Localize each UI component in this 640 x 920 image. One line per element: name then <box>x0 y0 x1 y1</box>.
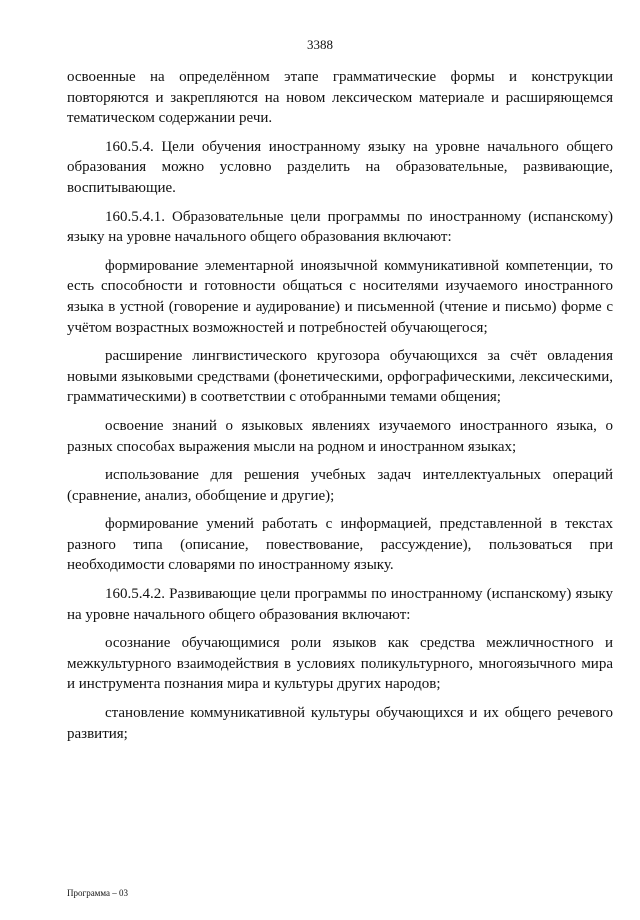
body-text <box>67 67 613 752</box>
paragraph-educational-goals: 160.5.4.1. Образовательные цели программы по иностранному (испанскому) языку на уровне начального общего образования включают: <box>67 208 613 246</box>
page-number: 3388 <box>307 37 333 52</box>
paragraph-intellectual-operations: использование для решения учебных задач интеллектуальных операций (сравнение, анализ, обобщение и другие); <box>67 467 613 504</box>
paragraph-continuation: освоенные на определённом этапе грамматические формы и конструкции повторяются и закрепляются на новом лексическом материале и расширяющемся тематическом содержании речи. <box>67 69 613 127</box>
paragraph-competence: формирование элементарной иноязычной коммуникативной компетенции, то есть способности и готовности общаться с носителями изучаемого иностранного языка в устной (говорение и аудирование) и письменной (чтение и письмо) форме с учётом возрастных возможностей и потребностей обучающегося; <box>67 257 613 336</box>
paragraph-goals-heading: 160.5.4. Цели обучения иностранному языку на уровне начального общего образования можно условно разделить на образовательные, развивающие, воспитывающие. <box>67 138 613 196</box>
paragraph-developmental-goals: 160.5.4.2. Развивающие цели программы по иностранному (испанскому) языку на уровне начального общего образования включают: <box>67 586 613 623</box>
paragraph-languages-role: осознание обучающимися роли языков как средства межличностного и межкультурного взаимодействия в условиях поликультурного, многоязычного мира и инструмента познания мира и культуры других народов; <box>67 635 613 693</box>
page-footer: Программа – 03 <box>67 888 129 898</box>
paragraph-linguistic-horizon: расширение лингвистического кругозора обучающихся за счёт овладения новыми языковыми средствами (фонетическими, орфографическими, лексическими, грамматическими) в соответствии с отобранными темами общения; <box>67 348 613 406</box>
paragraph-information-skills: формирование умений работать с информацией, представленной в текстах разного типа (описание, повествование, рассуждение), пользоваться при необходимости словарями по иностранному языку. <box>67 516 613 574</box>
paragraph-communicative-culture: становление коммуникативной культуры обучающихся и их общего речевого развития; <box>67 705 613 742</box>
paragraph-language-knowledge: освоение знаний о языковых явлениях изучаемого иностранного языка, о разных способах выражения мысли на родном и иностранном языках; <box>67 417 613 455</box>
